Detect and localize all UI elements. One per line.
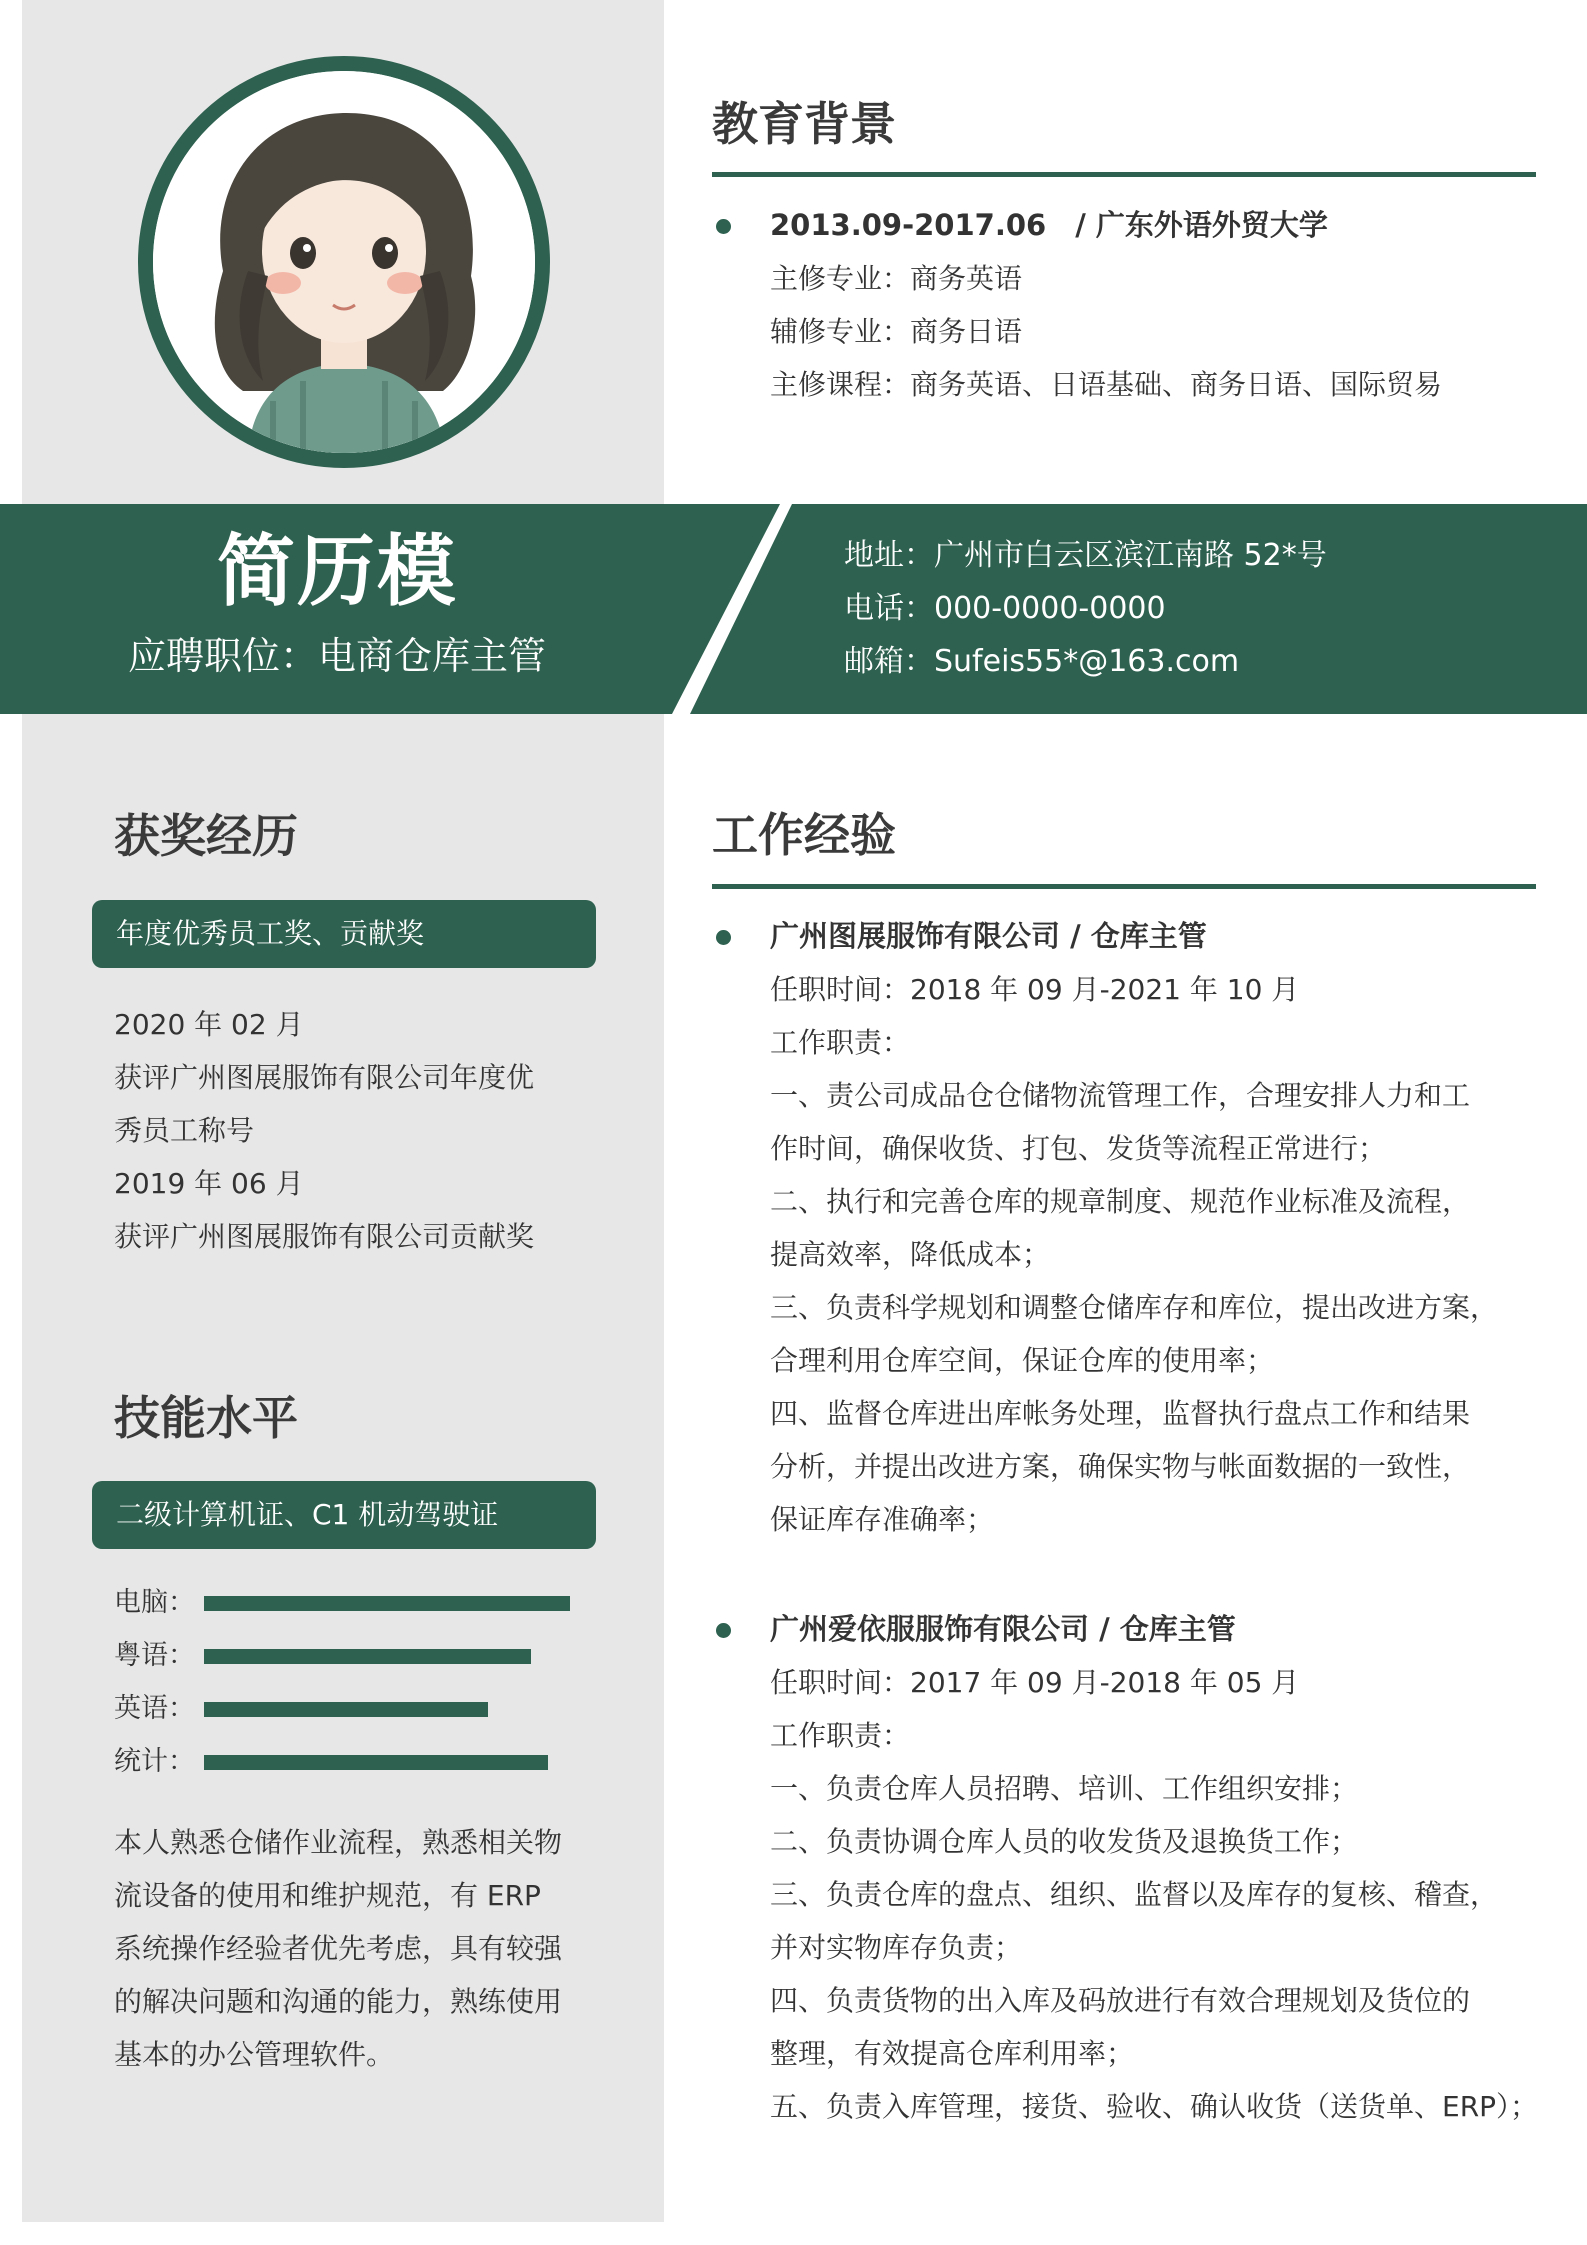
education-line: 主修课程：商务英语、日语基础、商务日语、国际贸易	[770, 368, 1443, 401]
skill-label-cantonese: 粤语：	[114, 1640, 195, 1671]
job-line: 三、负责科学规划和调整仓储库存和库位，提出改进方案，	[770, 1291, 1499, 1324]
job-line: 三、负责仓库的盘点、组织、监督以及库存的复核、稽查，	[770, 1878, 1499, 1911]
job-line: 一、负责仓库人员招聘、培训、工作组织安排；	[770, 1772, 1359, 1805]
avatar	[138, 56, 550, 468]
skills-summary-line: 基本的办公管理软件。	[114, 2038, 395, 2071]
job-line: 保证库存准确率；	[770, 1503, 995, 1536]
skill-bar-english	[204, 1702, 488, 1717]
contact-email: 邮箱：Sufeis55*@163.com	[844, 644, 1240, 679]
job-line: 任职时间：2017 年 09 月-2018 年 05 月	[770, 1666, 1300, 1699]
education-line: 主修专业：商务英语	[770, 262, 1023, 295]
award-line: 2020 年 02 月	[114, 1008, 304, 1041]
job-heading: 广州爱依服服饰有限公司 / 仓库主管	[770, 1612, 1236, 1646]
education-line: 辅修专业：商务日语	[770, 315, 1023, 348]
contact-address: 地址：广州市白云区滨江南路 52*号	[844, 538, 1327, 573]
contact-phone: 电话：000-0000-0000	[844, 591, 1166, 626]
job-line: 一、责公司成品仓仓储物流管理工作，合理安排人力和工	[770, 1079, 1471, 1112]
skills-summary-line: 的解决问题和沟通的能力，熟练使用	[114, 1985, 563, 2018]
skill-bar-computer	[204, 1596, 570, 1611]
bullet-dot-icon	[716, 1623, 731, 1638]
bullet-dot-icon	[716, 930, 731, 945]
skills-badge: 二级计算机证、C1 机动驾驶证	[92, 1481, 596, 1549]
job-line: 五、负责入库管理，接货、验收、确认收货（送货单、ERP）；	[770, 2090, 1539, 2123]
job-line: 作时间，确保收货、打包、发货等流程正常进行；	[770, 1132, 1387, 1165]
skill-bar-cantonese	[204, 1649, 531, 1664]
candidate-name: 简历模	[216, 527, 457, 617]
skill-label-statistics: 统计：	[114, 1746, 195, 1777]
work-title: 工作经验	[712, 808, 896, 862]
bullet-dot-icon	[716, 219, 731, 234]
job-line: 分析，并提出改进方案，确保实物与帐面数据的一致性，	[770, 1450, 1471, 1483]
job-line: 提高效率，降低成本；	[770, 1238, 1051, 1271]
job-heading: 广州图展服饰有限公司 / 仓库主管	[770, 919, 1207, 953]
skills-summary-line: 流设备的使用和维护规范，有 ERP	[114, 1879, 541, 1912]
job-line: 四、监督仓库进出库帐务处理，监督执行盘点工作和结果	[770, 1397, 1471, 1430]
job-line: 整理，有效提高仓库利用率；	[770, 2037, 1135, 2070]
education-divider	[712, 172, 1536, 177]
awards-badge: 年度优秀员工奖、贡献奖	[92, 900, 596, 968]
skills-summary-line: 本人熟悉仓储作业流程，熟悉相关物	[114, 1826, 563, 1859]
job-line: 二、负责协调仓库人员的收发货及退换货工作；	[770, 1825, 1359, 1858]
job-line: 合理利用仓库空间，保证仓库的使用率；	[770, 1344, 1275, 1377]
award-line: 秀员工称号	[114, 1114, 255, 1147]
job-line: 任职时间：2018 年 09 月-2021 年 10 月	[770, 973, 1300, 1006]
job-line: 四、负责货物的出入库及码放进行有效合理规划及货位的	[770, 1984, 1471, 2017]
skill-label-computer: 电脑：	[114, 1587, 195, 1618]
applied-position: 应聘职位：电商仓库主管	[127, 634, 546, 678]
award-line: 2019 年 06 月	[114, 1167, 304, 1200]
work-divider	[712, 884, 1536, 889]
skill-bar-statistics	[204, 1755, 548, 1770]
award-line: 获评广州图展服饰有限公司年度优	[114, 1061, 535, 1094]
skill-label-english: 英语：	[114, 1693, 195, 1724]
award-line: 获评广州图展服饰有限公司贡献奖	[114, 1220, 535, 1253]
avatar-illustration	[153, 71, 535, 453]
skills-title: 技能水平	[114, 1391, 298, 1445]
job-line: 并对实物库存负责；	[770, 1931, 1023, 1964]
skills-summary-line: 系统操作经验者优先考虑，具有较强	[114, 1932, 563, 1965]
education-title: 教育背景	[712, 97, 896, 151]
education-period-school: 2013.09-2017.06 / 广东外语外贸大学	[770, 208, 1328, 242]
job-line: 工作职责：	[770, 1026, 911, 1059]
job-line: 工作职责：	[770, 1719, 911, 1752]
job-line: 二、执行和完善仓库的规章制度、规范作业标准及流程，	[770, 1185, 1471, 1218]
awards-title: 获奖经历	[114, 809, 298, 863]
